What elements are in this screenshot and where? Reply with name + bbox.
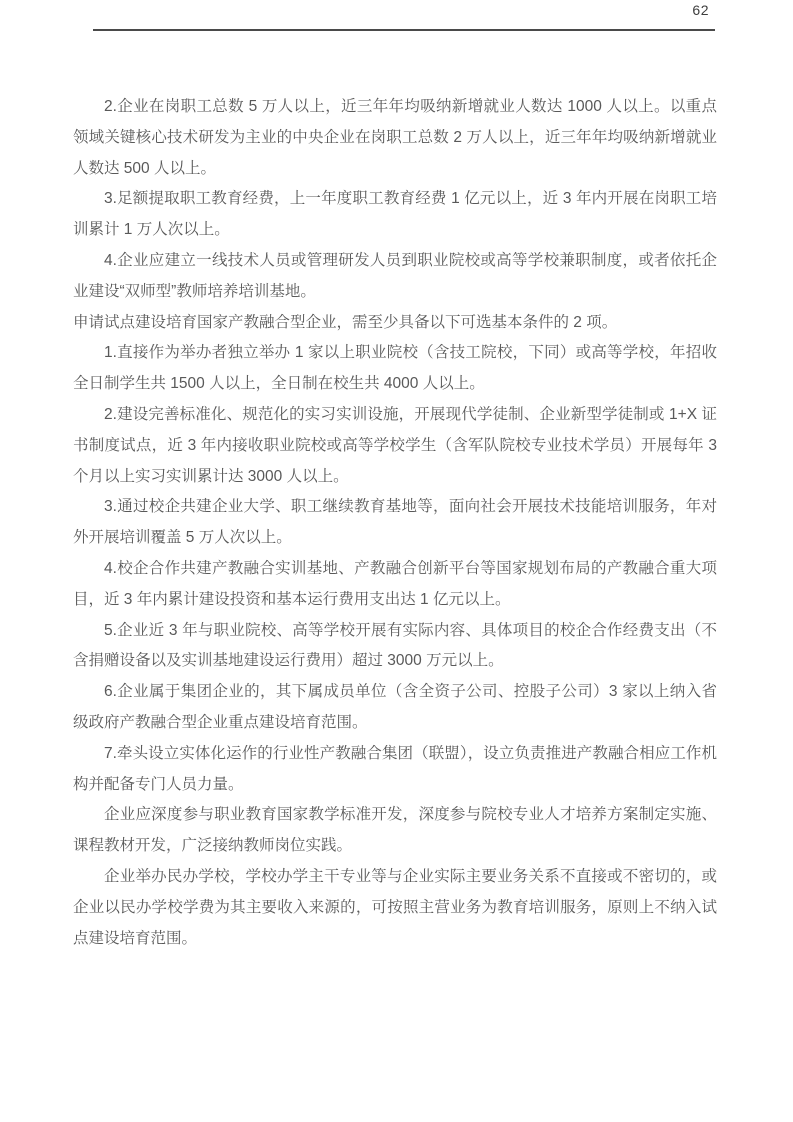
- paragraph: 7.牵头设立实体化运作的行业性产教融合集团（联盟），设立负责推进产教融合相应工作机构并配备专门人员力量。: [73, 744, 717, 793]
- paragraph: 企业应深度参与职业教育国家教学标准开发，深度参与院校专业人才培养方案制定实施、课程教材开发，广泛接纳教师岗位实践。: [73, 806, 717, 855]
- paragraph: 3.足额提取职工教育经费，上一年度职工教育经费 1 亿元以上，近 3 年内开展在岗职工培训累计 1 万人次以上。: [73, 190, 717, 239]
- paragraph: 企业举办民办学校，学校办学主干专业等与企业实际主要业务关系不直接或不密切的，或企业以民办学校学费为其主要收入来源的，可按照主营业务为教育培训服务，原则上不纳入试点建设培育范围。: [73, 867, 717, 947]
- paragraph: 6.企业属于集团企业的，其下属成员单位（含全资子公司、控股子公司）3 家以上纳入省级政府产教融合型企业重点建设培育范围。: [73, 683, 717, 731]
- paragraph: 4.企业应建立一线技术人员或管理研发人员到职业院校或高等学校兼职制度，或者依托企业建设“双师型”教师培养培训基地。: [73, 251, 717, 300]
- paragraph: 1.直接作为举办者独立举办 1 家以上职业院校（含技工院校，下同）或高等学校，年招收全日制学生共 1500 人以上，全日制在校生共 4000 人以上。: [73, 344, 717, 393]
- header-rule: [93, 29, 715, 31]
- paragraph: 2.企业在岗职工总数 5 万人以上，近三年年均吸纳新增就业人数达 1000 人以上。以重点领域关键核心技术研发为主业的中央企业在岗职工总数 2 万人以上，近三年年均吸纳新增就业人数达 500 人以上。: [73, 98, 717, 177]
- paragraph: 5.企业近 3 年与职业院校、高等学校开展有实际内容、具体项目的校企合作经费支出（不含捐赠设备以及实训基地建设运行费用）超过 3000 万元以上。: [73, 621, 717, 670]
- paragraph: 3.通过校企共建企业大学、职工继续教育基地等，面向社会开展技术技能培训服务，年对外开展培训覆盖 5 万人次以上。: [73, 498, 717, 547]
- paragraph: 4.校企合作共建产教融合实训基地、产教融合创新平台等国家规划布局的产教融合重大项目，近 3 年内累计建设投资和基本运行费用支出达 1 亿元以上。: [73, 559, 717, 608]
- paragraph: 2.建设完善标准化、规范化的实习实训设施，开展现代学徒制、企业新型学徒制或 1+X 证书制度试点，近 3 年内接收职业院校或高等学校学生（含军队院校专业技术学员）开展每年 3 个月以上实习实训累计达 3000 人以上。: [73, 405, 717, 485]
- paragraph: 申请试点建设培育国家产教融合型企业，需至少具备以下可选基本条件的 2 项。: [73, 313, 618, 331]
- document-body: [73, 92, 717, 954]
- page-number: 62: [692, 2, 709, 18]
